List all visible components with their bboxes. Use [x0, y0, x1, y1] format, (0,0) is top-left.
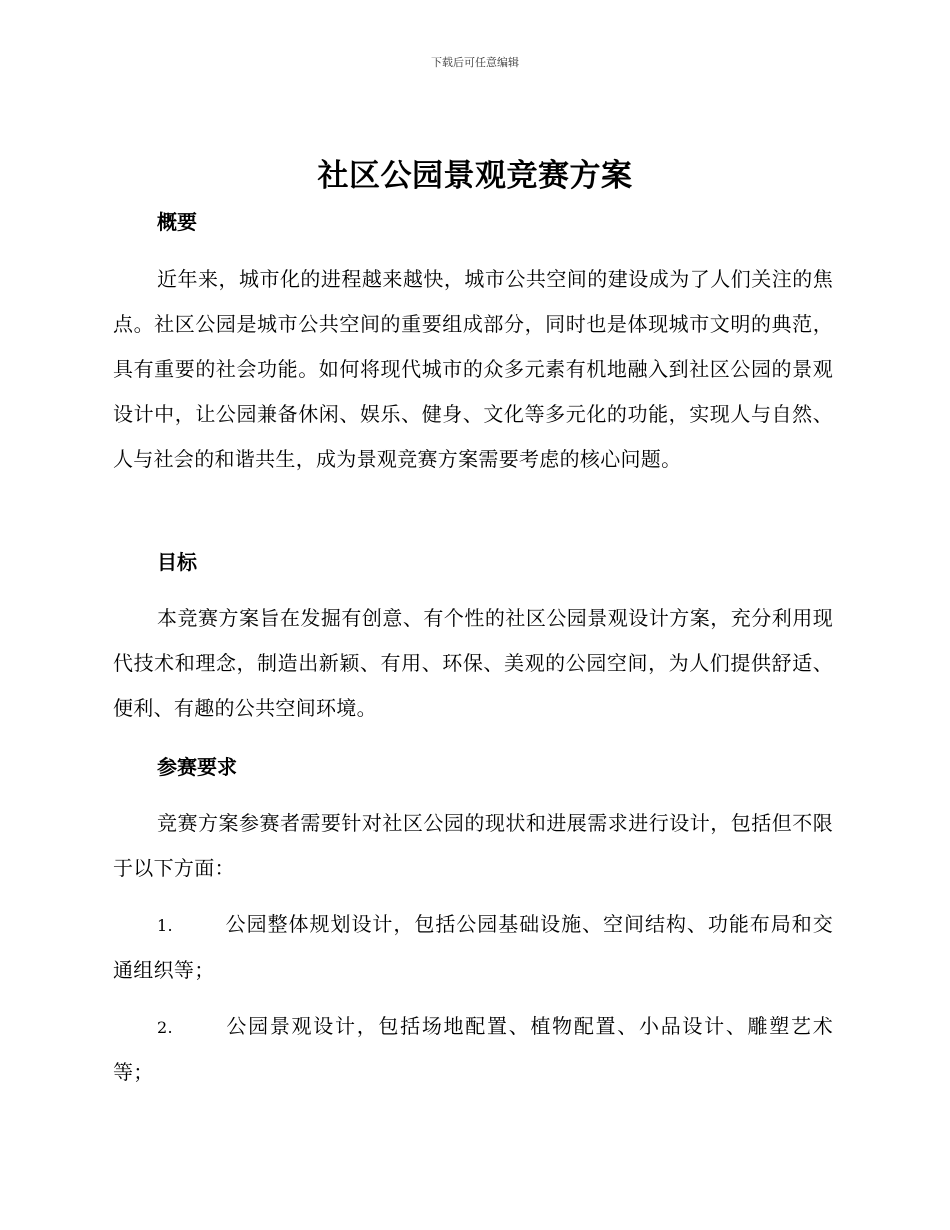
goal-heading: 目标 [157, 550, 197, 574]
list-item [113, 1004, 833, 1095]
document-title: 社区公园景观竞赛方案 [317, 158, 633, 194]
requirements-heading: 参赛要求 [157, 755, 237, 779]
list-item-text: 公园整体规划设计，包括公园基础设施、空间结构、功能布局和交通组织等； [113, 912, 833, 982]
header-note: 下载后可任意编辑 [431, 56, 519, 69]
list-item-number: 1. [157, 916, 173, 935]
overview-paragraph: 近年来，城市化的进程越来越快，城市公共空间的建设成为了人们关注的焦点。社区公园是城市公共空间的重要组成部分，同时也是体现城市文明的典范，具有重要的社会功能。如何将现代城市的众多元素有机地融入到社区公园的景观设计中，让公园兼备休闲、娱乐、健身、文化等多元化的功能，实现人与自然、人与社会的和谐共生，成为景观竞赛方案需要考虑的核心问题。 [113, 267, 833, 471]
requirements-paragraph: 竞赛方案参赛者需要针对社区公园的现状和进展需求进行设计，包括但不限于以下方面： [113, 811, 833, 880]
list-item [113, 902, 833, 993]
goal-paragraph: 本竞赛方案旨在发掘有创意、有个性的社区公园景观设计方案，充分利用现代技术和理念，制造出新颖、有用、环保、美观的公园空间，为人们提供舒适、便利、有趣的公共空间环境。 [113, 606, 833, 720]
list-item-text: 公园景观设计，包括场地配置、植物配置、小品设计、雕塑艺术等； [113, 1014, 833, 1084]
list-item-number: 2. [157, 1018, 173, 1037]
overview-heading: 概要 [157, 210, 197, 234]
